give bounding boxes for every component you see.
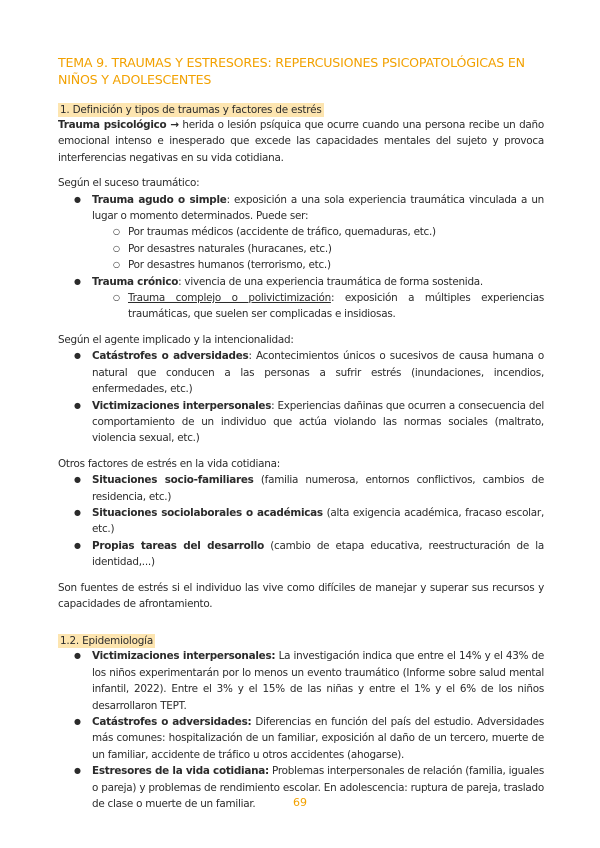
epi-stressors-def: Problemas interpersonales de relación (familia, iguales o pareja) y problemas de rendimiento escolar. En adolescencia: ruptura de pareja, traslado de clase o muerte de un familiar. <box>92 765 544 811</box>
section-heading-definition: 1. Definición y tipos de traumas y factores de estrés <box>60 104 322 116</box>
epi-victimization-term: Victimizaciones interpersonales: <box>92 650 276 663</box>
page-number: 69 <box>293 796 307 809</box>
epi-victimization-def: La investigación indica que entre el 14% y el 43% de los niños experimentarán por lo menos un evento traumático (Informe sobre salud mental infantil, 2022). Entre el 3% y el 15% de las niñas y entre el 1% y el 6% de los niños desarrollaron TEPT. <box>92 650 544 712</box>
list-item-catastrophe <box>58 348 544 397</box>
epidemiology-list <box>58 648 544 812</box>
chapter-title: TEMA 9. TRAUMAS Y ESTRESORES: REPERCUSIONES PSICOPATOLÓGICAS EN NIÑOS Y ADOLESCENTES <box>58 55 525 87</box>
list-subitem: ○ Por traumas médicos (accidente de tráfico, quemaduras, etc.) <box>58 224 544 240</box>
list-item-epi-catastrophe <box>58 714 544 763</box>
document-page <box>58 54 544 812</box>
sociolabor-def: (alta exigencia académica, fracaso escolar, etc.) <box>92 506 545 536</box>
by-event-list <box>58 192 544 323</box>
epi-catastrophe-term: Catástrofes o adversidades: <box>92 716 252 728</box>
daily-stress-list <box>58 472 544 570</box>
complex-term: Trauma complejo o polivictimización <box>128 292 331 305</box>
list-item-acute <box>58 192 544 225</box>
section-heading-epidemiology: 1.2. Epidemiología <box>60 635 154 648</box>
trauma-definition <box>58 117 544 166</box>
trauma-def: herida o lesión psíquica que ocurre cuando una persona recibe un daño emocional intenso e inesperado que excede las capacidades mentales del sujeto y provoca interferencias negativas en su vida cotidiana. <box>58 119 544 164</box>
by-agent-list <box>58 348 544 446</box>
catastrophe-def: : Acontecimientos únicos o sucesivos de causa humana o natural que conducen a las personas a sufrir estrés (inundaciones, incendios, enfermedades, etc.) <box>92 350 545 396</box>
list-subitem: ○ Por desastres humanos (terrorismo, etc.) <box>58 257 544 273</box>
victimization-def: : Experiencias dañinas que ocurren a consecuencia del comportamiento de un individuo que actúa violando las normas sociales (maltrato, violencia sexual, etc.) <box>92 399 544 445</box>
epi-stressors-term: Estresores de la vida cotidiana: <box>92 765 269 778</box>
chronic-term: Trauma crónico <box>92 275 179 288</box>
sociolabor-term: Situaciones sociolaborales o académicas <box>92 506 323 519</box>
acute-def: : exposición a una sola experiencia traumática vinculada a un lugar o momento determinados. Puede ser: <box>92 193 544 223</box>
epi-catastrophe-def: Diferencias en función del país del estudio. Adversidades más comunes: hospitalización de un familiar, exposición al daño de un tercero, muerte de un familiar, accidente de tráfico u otros accidentes (ahogarse). <box>92 716 544 761</box>
development-term: Propias tareas del desarrollo <box>92 539 264 552</box>
list-subitem-complex <box>58 290 544 323</box>
complex-def: : exposición a múltiples experiencias traumáticas, que suelen ser complicadas e insidiosas. <box>128 292 544 321</box>
chronic-def: : vivencia de una experiencia traumática de forma sostenida. <box>178 275 483 288</box>
list-subitem: ○ Por desastres naturales (huracanes, etc.) <box>58 241 544 257</box>
trauma-term: Trauma psicológico → <box>58 119 179 131</box>
daily-stress-intro: Otros factores de estrés en la vida cotidiana: <box>58 457 280 470</box>
sociofamily-term: Situaciones socio-familiares <box>92 474 254 487</box>
list-item-sociolabor <box>58 505 544 538</box>
sociofamily-def: (familia numerosa, entornos conflictivos, cambios de residencia, etc.) <box>92 474 544 503</box>
victimization-term: Victimizaciones interpersonales <box>92 399 272 412</box>
list-item-victimization <box>58 398 544 447</box>
list-item-sociofamily <box>58 472 544 505</box>
closing-paragraph: Son fuentes de estrés si el individuo las vive como difíciles de manejar y superar sus recursos y capacidades de afrontamiento. <box>58 581 544 610</box>
list-item-epi-victimization <box>58 648 544 714</box>
catastrophe-term: Catástrofes o adversidades <box>92 350 249 363</box>
acute-term: Trauma agudo o simple <box>92 193 227 206</box>
by-event-intro: Según el suceso traumático: <box>58 177 200 190</box>
by-agent-intro: Según el agente implicado y la intencionalidad: <box>58 333 294 346</box>
list-item-chronic <box>58 274 544 290</box>
development-def: (cambio de etapa educativa, reestructuración de la identidad,...) <box>92 539 544 569</box>
list-item-development <box>58 538 544 571</box>
